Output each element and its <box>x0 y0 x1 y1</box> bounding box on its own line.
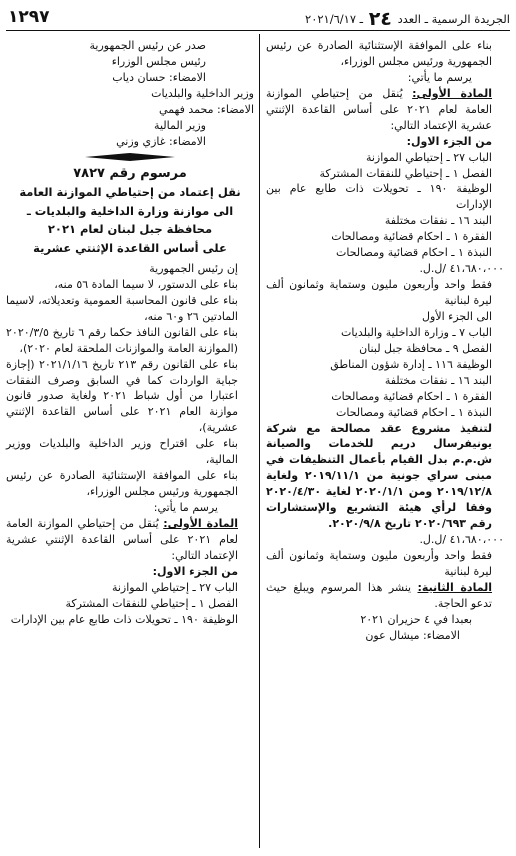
left-paragraph <box>6 436 254 468</box>
article-label: المادة الأولى: <box>412 86 492 100</box>
signatures-block <box>6 38 254 150</box>
decree-title: مرسوم رقم ٧٨٢٧ <box>73 165 187 181</box>
paragraph-text: بناء على القانون رقم ٢١٣ تاريخ ٢٠٢١/١/١٦ (إجازة جباية الواردات كما في السابق وصرف النفقات اعتبارا من أول شباط ٢٠٢١ ولغاية صدور قانون موازنة العام ٢٠٢١ على أساس القاعدة الإثنتي عشرية)، <box>6 357 238 435</box>
paragraph-text: رئيس مجلس الوزراء <box>111 54 206 68</box>
decree-body <box>6 261 254 628</box>
paragraph-text: بناء على القانون النافذ حكما رقم ٦ تاريخ ٢٠٢٠/٣/٥ (الموازنة العامة والموازنات الملحقة لعام ٢٠٢٠)، <box>6 325 238 355</box>
signature-line <box>6 54 254 70</box>
right-paragraph <box>266 245 508 261</box>
paragraph-text: ٤١،٦٨٠،٠٠٠ /ل.ل. <box>419 533 504 547</box>
right-paragraph <box>266 213 508 229</box>
paragraph-text: يرسم ما يأتي: <box>153 501 218 515</box>
left-paragraph <box>6 468 254 500</box>
paragraph-text: البند ١٦ ـ نفقات مختلفة <box>384 214 492 228</box>
left-paragraph <box>6 516 254 564</box>
paragraph-text: الامضاء: محمد فهمي <box>159 102 254 116</box>
paragraph-text: فقط واحد وأربعون مليون وستماية وثمانون ألف ليرة لبنانية <box>266 278 492 307</box>
left-paragraph <box>6 564 254 580</box>
signature-line <box>6 102 254 118</box>
left-paragraph <box>6 277 254 293</box>
right-paragraph <box>266 277 508 309</box>
signature-line <box>6 86 254 102</box>
paragraph-text: الفقرة ١ ـ احكام قضائية ومصالحات <box>331 230 492 244</box>
right-paragraph <box>266 405 508 421</box>
paragraph-text: بناء على قانون المحاسبة العمومية وتعديلاته، لاسيما المادتين ٢٦ و٦٠ منه، <box>6 293 238 323</box>
paragraph-text: الفصل ٩ ـ محافظة جبل لبنان <box>359 341 492 355</box>
right-paragraph <box>266 628 508 644</box>
left-paragraph <box>6 261 254 277</box>
issue-date: ـ ٢٠٢١/٦/١٧ <box>305 12 364 26</box>
paragraph-text: النبذة ١ ـ احكام قضائية ومصالحات <box>336 246 492 260</box>
issue-number: ٢٤ <box>368 8 392 30</box>
right-paragraph <box>266 86 508 134</box>
right-paragraph <box>266 166 508 182</box>
left-paragraph <box>6 612 254 628</box>
paragraph-text: يُنقل من إحتياطي الموازنة العامة لعام ٢٠٢١ على أساس القاعدة الإثنتي عشرية الإعتماد التالي: <box>6 516 238 562</box>
right-paragraph <box>266 373 508 389</box>
paragraph-text: الفقرة ١ ـ احكام قضائية ومصالحات <box>331 389 492 403</box>
left-paragraph <box>6 325 254 357</box>
right-paragraph <box>266 421 508 533</box>
paragraph-text: بناء على الدستور، لا سيما المادة ٥٦ منه، <box>54 277 238 291</box>
right-paragraph <box>266 532 508 548</box>
right-paragraph <box>266 181 508 213</box>
paragraph-text: وزير المالية <box>154 118 206 132</box>
paragraph-text: الوظيفة ١١٦ ـ إدارة شؤون المناطق <box>330 357 492 371</box>
paragraph-text: ينشر هذا المرسوم ويبلغ حيث تدعو الحاجة. <box>266 580 492 610</box>
page-header <box>6 4 510 28</box>
decree-subtitle <box>6 183 254 257</box>
paragraph-text: الباب ٢٧ ـ إحتياطي الموازنة <box>365 150 492 164</box>
right-paragraph <box>266 357 508 373</box>
paragraph-text: الوظيفة ١٩٠ ـ تحويلات ذات طابع عام بين الإدارات <box>266 182 493 212</box>
paragraph-text: صدر عن رئيس الجمهورية <box>89 39 206 52</box>
decree-subtitle-line: على أساس القاعدة الإثنتي عشرية <box>33 240 227 255</box>
ornament-divider <box>85 153 175 161</box>
right-paragraph <box>266 612 508 628</box>
left-paragraph <box>6 580 254 596</box>
left-paragraph <box>6 357 254 437</box>
paragraph-text: يُنقل من إحتياطي الموازنة العامة لعام ٢٠٢١ على أساس القاعدة الإثنتي عشرية الإعتماد التالي: <box>266 86 492 132</box>
paragraph-text: من الجزء الاول: <box>152 564 238 578</box>
page-number: ١٢٩٧ <box>8 7 50 27</box>
paragraph-text: الباب ٢٧ ـ إحتياطي الموازنة <box>111 580 238 594</box>
right-paragraph <box>266 229 508 245</box>
right-column <box>266 38 508 644</box>
paragraph-text: بناء على اقتراح وزير الداخلية والبلديات ووزير المالية، <box>6 437 238 467</box>
paragraph-text: إن رئيس الجمهورية <box>149 261 238 275</box>
gazette-name: الجريدة الرسمية ـ العدد <box>397 12 510 26</box>
left-paragraph <box>6 293 254 325</box>
left-paragraph <box>6 596 254 612</box>
left-column <box>6 38 254 628</box>
decree-subtitle-line: نقل إعتماد من إحتياطي الموازنة العامة <box>19 185 241 200</box>
paragraph-text: الى الجزء الأول <box>422 309 492 323</box>
signature-line <box>6 38 254 54</box>
paragraph-text: بناء على الموافقة الإستثنائية الصادرة عن رئيس الجمهورية ورئيس مجلس الوزراء، <box>6 469 238 499</box>
paragraph-text: فقط واحد وأربعون مليون وستماية وثمانون ألف ليرة لبنانية <box>266 549 492 578</box>
paragraph-text: الفصل ١ ـ إحتياطي للنفقات المشتركة <box>319 166 492 180</box>
left-paragraph <box>6 500 254 516</box>
right-paragraph <box>266 341 508 357</box>
paragraph-text: الوظيفة ١٩٠ ـ تحويلات ذات طابع عام بين الإدارات <box>10 612 238 626</box>
right-paragraph <box>266 389 508 405</box>
article-label: المادة الأولى: <box>163 516 238 530</box>
right-paragraph <box>266 309 508 325</box>
paragraph-text: البند ١٦ ـ نفقات مختلفة <box>384 373 492 387</box>
column-divider <box>259 34 260 848</box>
paragraph-text: الفصل ١ ـ إحتياطي للنفقات المشتركة <box>65 596 238 610</box>
right-paragraph <box>266 325 508 341</box>
paragraph-text: يرسم ما يأتي: <box>407 70 472 84</box>
paragraph-text: الامضاء: غازي وزني <box>116 134 206 148</box>
header-rule <box>6 30 510 31</box>
paragraph-text: وزير الداخلية والبلديات <box>151 86 254 100</box>
decree-subtitle-line: محافظة جبل لبنان لعام ٢٠٢١ <box>47 222 213 237</box>
signature-line <box>6 134 254 150</box>
right-paragraph <box>266 70 508 86</box>
paragraph-text: بعبدا في ٤ حزيران ٢٠٢١ <box>360 612 472 626</box>
paragraph-text: بناء على الموافقة الإستثنائية الصادرة عن رئيس الجمهورية ورئيس مجلس الوزراء، <box>266 39 492 68</box>
paragraph-text: النبذة ١ ـ احكام قضائية ومصالحات <box>336 405 492 419</box>
article-label: المادة الثانية: <box>417 580 492 594</box>
paragraph-text: من الجزء الاول: <box>406 134 492 148</box>
paragraph-text: لتنفيذ مشروع عقد مصالحة مع شركة يونيفرسال دريم للخدمات والصيانة ش.م.م بدل القيام بأعمال التنظيفات في مبنى سراي جونية من ٢٠١٩/١١/١ ولغاية ٢٠١٩/١٢/٨ ومن ٢٠٢٠/١/١ لغاية ٢٠٢٠/٤/٣٠ وفقا لرأي هيئة التشريع والإستشارات رقم ٢٠٢٠/٦٩٣ تاريخ ٢٠٢٠/٩/٨. <box>266 421 492 531</box>
right-paragraph <box>266 38 508 70</box>
right-paragraph <box>266 580 508 612</box>
paragraph-text: الباب ٧ ـ وزارة الداخلية والبلديات <box>341 325 492 339</box>
paragraph-text: الامضاء: حسان دياب <box>112 70 206 84</box>
right-paragraph <box>266 134 508 150</box>
right-paragraph <box>266 261 508 277</box>
signature-line <box>6 70 254 86</box>
paragraph-text: الامضاء: ميشال عون <box>365 628 460 642</box>
paragraph-text: ٤١،٦٨٠،٠٠٠ /ل.ل. <box>419 262 504 276</box>
right-paragraph <box>266 150 508 166</box>
signature-line <box>6 118 254 134</box>
decree-subtitle-line: الى موازنة وزارة الداخلية والبلديات ـ <box>26 203 234 218</box>
right-paragraph <box>266 548 508 580</box>
